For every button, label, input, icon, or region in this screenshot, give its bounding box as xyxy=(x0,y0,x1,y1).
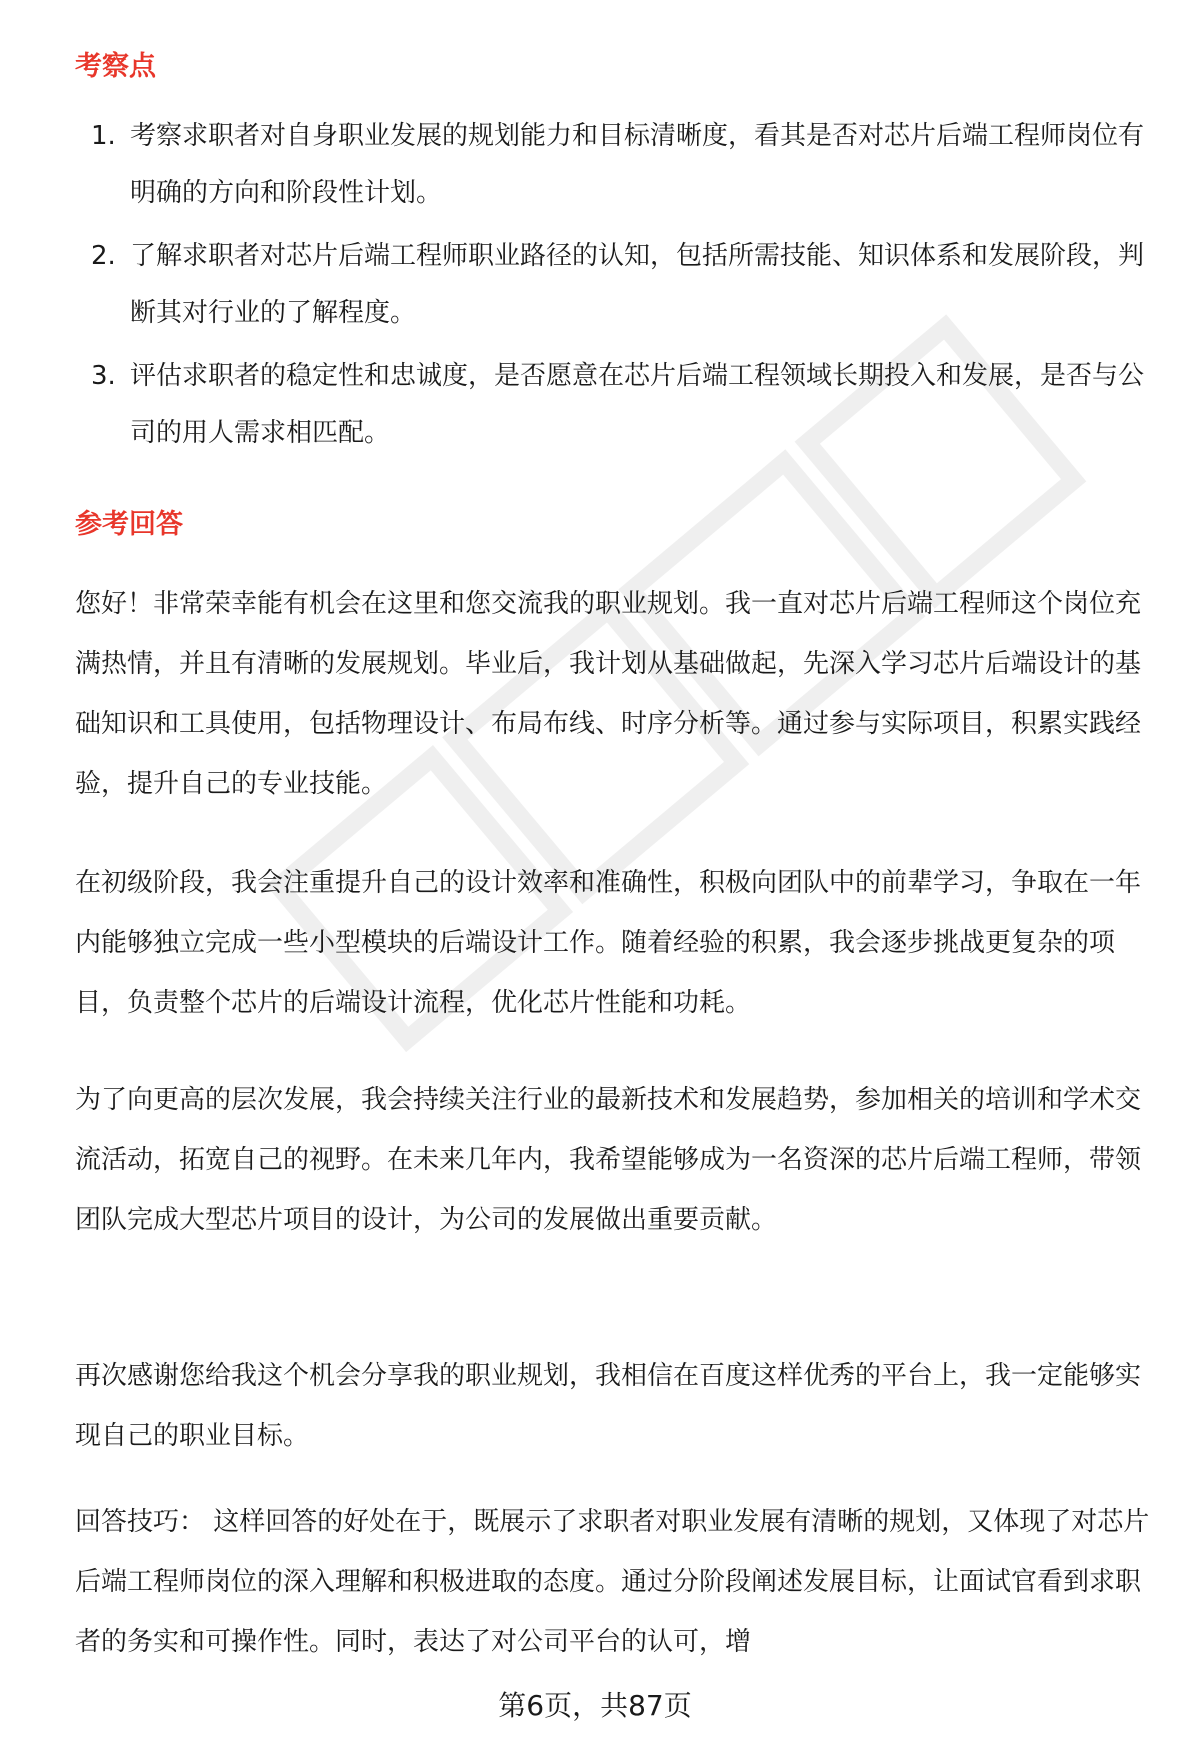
page-number: 第6页，共87页 xyxy=(498,1689,692,1722)
list-item-text: 评估求职者的稳定性和忠诚度，是否愿意在芯片后端工程领域长期投入和发展，是否与公司的用人需求相匹配。 xyxy=(130,361,1145,448)
section-title-key-points: 考察点 xyxy=(75,51,156,82)
answer-paragraph: 在初级阶段，我会注重提升自己的设计效率和准确性，积极向团队中的前辈学习，争取在一年内能够独立完成一些小型模块的后端设计工作。随着经验的积累，我会逐步挑战更复杂的项目，负责整个芯片的后端设计流程，优化芯片性能和功耗。 xyxy=(75,868,1142,1018)
list-item-text: 了解求职者对芯片后端工程师职业路径的认知，包括所需技能、知识体系和发展阶段，判断其对行业的了解程度。 xyxy=(130,241,1145,328)
key-points-list xyxy=(75,108,1165,468)
list-item xyxy=(75,228,1165,342)
list-number: 2. xyxy=(91,241,116,271)
answer-paragraph: 为了向更高的层次发展，我会持续关注行业的最新技术和发展趋势，参加相关的培训和学术交流活动，拓宽自己的视野。在未来几年内，我希望能够成为一名资深的芯片后端工程师，带领团队完成大型芯片项目的设计，为公司的发展做出重要贡献。 xyxy=(75,1085,1142,1235)
tips-paragraph: 回答技巧： 这样回答的好处在于，既展示了求职者对职业发展有清晰的规划，又体现了对芯片后端工程师岗位的深入理解和积极进取的态度。通过分阶段阐述发展目标，让面试官看到求职者的务实和可操作性。同时，表达了对公司平台的认可，增 xyxy=(75,1507,1150,1657)
list-item xyxy=(75,348,1165,462)
list-item-text: 考察求职者对自身职业发展的规划能力和目标清晰度，看其是否对芯片后端工程师岗位有明确的方向和阶段性计划。 xyxy=(130,121,1145,208)
answer-paragraph: 再次感谢您给我这个机会分享我的职业规划，我相信在百度这样优秀的平台上，我一定能够实现自己的职业目标。 xyxy=(75,1361,1142,1451)
list-number: 1. xyxy=(91,121,116,151)
list-item xyxy=(75,108,1165,222)
list-number: 3. xyxy=(91,361,116,391)
answer-paragraph: 您好！非常荣幸能有机会在这里和您交流我的职业规划。我一直对芯片后端工程师这个岗位充满热情，并且有清晰的发展规划。毕业后，我计划从基础做起，先深入学习芯片后端设计的基础知识和工具使用，包括物理设计、布局布线、时序分析等。通过参与实际项目，积累实践经验，提升自己的专业技能。 xyxy=(75,589,1142,799)
section-title-reference-answer: 参考回答 xyxy=(75,509,183,540)
